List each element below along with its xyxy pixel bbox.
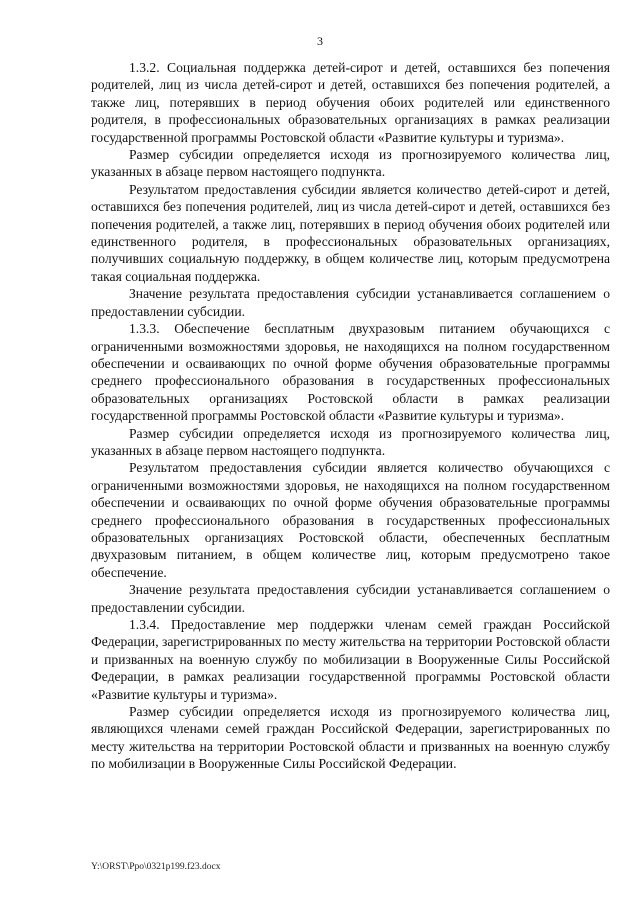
paragraph-result-value: Значение результата предоставления субсидии устанавливается соглашением о предоставлении субсидии.: [91, 286, 610, 319]
document-body: [91, 59, 610, 773]
paragraph-subsidy-size: Размер субсидии определяется исходя из прогнозируемого количества лиц, указанных в абзаце первом настоящего подпункта.: [91, 147, 610, 180]
paragraph-1-3-2: 1.3.2. Социальная поддержка детей-сирот и детей, оставшихся без попечения родителей, лиц из числа детей-сирот и детей, оставшихся без попечения родителей, а также лиц, потерявших в период обучения обоих родителей или единственного родителя, в профессиональных образовательных организациях в рамках реализации государственной программы Ростовской области «Развитие культуры и туризма».: [91, 60, 610, 145]
page-number: 3: [317, 34, 323, 48]
paragraph-subsidy-result: Результатом предоставления субсидии является количество обучающихся с ограниченными возможностями здоровья, не находящихся на полном государственном обеспечении и осваивающих по очной форме обучения образовательные программы среднего профессионального образования в государственных профессиональных образовательных организациях Ростовской области, обеспеченных бесплатным двухразовым питанием, в общем количестве лиц, которым предусмотрено такое обеспечение.: [91, 460, 610, 580]
paragraph-subsidy-size: Размер субсидии определяется исходя из прогнозируемого количества лиц, указанных в абзаце первом настоящего подпункта.: [91, 425, 610, 458]
file-path-footer: Y:\ORST\Ppo\0321p199.f23.docx: [91, 862, 221, 872]
paragraph-1-3-4: 1.3.4. Предоставление мер поддержки членам семей граждан Российской Федерации, зарегистрированных по месту жительства на территории Ростовской области и призванных на военную службу по мобилизации в Вооруженные Силы Российской Федерации, в рамках реализации государственной программы Ростовской области «Развитие культуры и туризма».: [91, 617, 610, 702]
paragraph-subsidy-result: Результатом предоставления субсидии является количество детей-сирот и детей, оставшихся без попечения родителей, лиц из числа детей-сирот и детей, оставшихся без попечения родителей, а также лиц, потерявших в период обучения обоих родителей или единственного родителя, в профессиональных образовательных организациях, получивших социальную поддержку, в общем количестве лиц, которым предусмотрена такая социальная поддержка.: [91, 181, 610, 284]
paragraph-result-value: Значение результата предоставления субсидии устанавливается соглашением о предоставлении субсидии.: [91, 582, 610, 615]
paragraph-1-3-3: 1.3.3. Обеспечение бесплатным двухразовым питанием обучающихся с ограниченными возможностями здоровья, не находящихся на полном государственном обеспечении и осваивающих по очной форме обучения образовательные программы среднего профессионального образования в государственных профессиональных образовательных организациях Ростовской области в рамках реализации государственной программы Ростовской области «Развитие культуры и туризма».: [91, 321, 610, 424]
paragraph-subsidy-size: Размер субсидии определяется исходя из прогнозируемого количества лиц, являющихся членами семей граждан Российской Федерации, зарегистрированных по месту жительства на территории Ростовской области и призванных на военную службу по мобилизации в Вооруженные Силы Российской Федерации.: [91, 704, 610, 772]
